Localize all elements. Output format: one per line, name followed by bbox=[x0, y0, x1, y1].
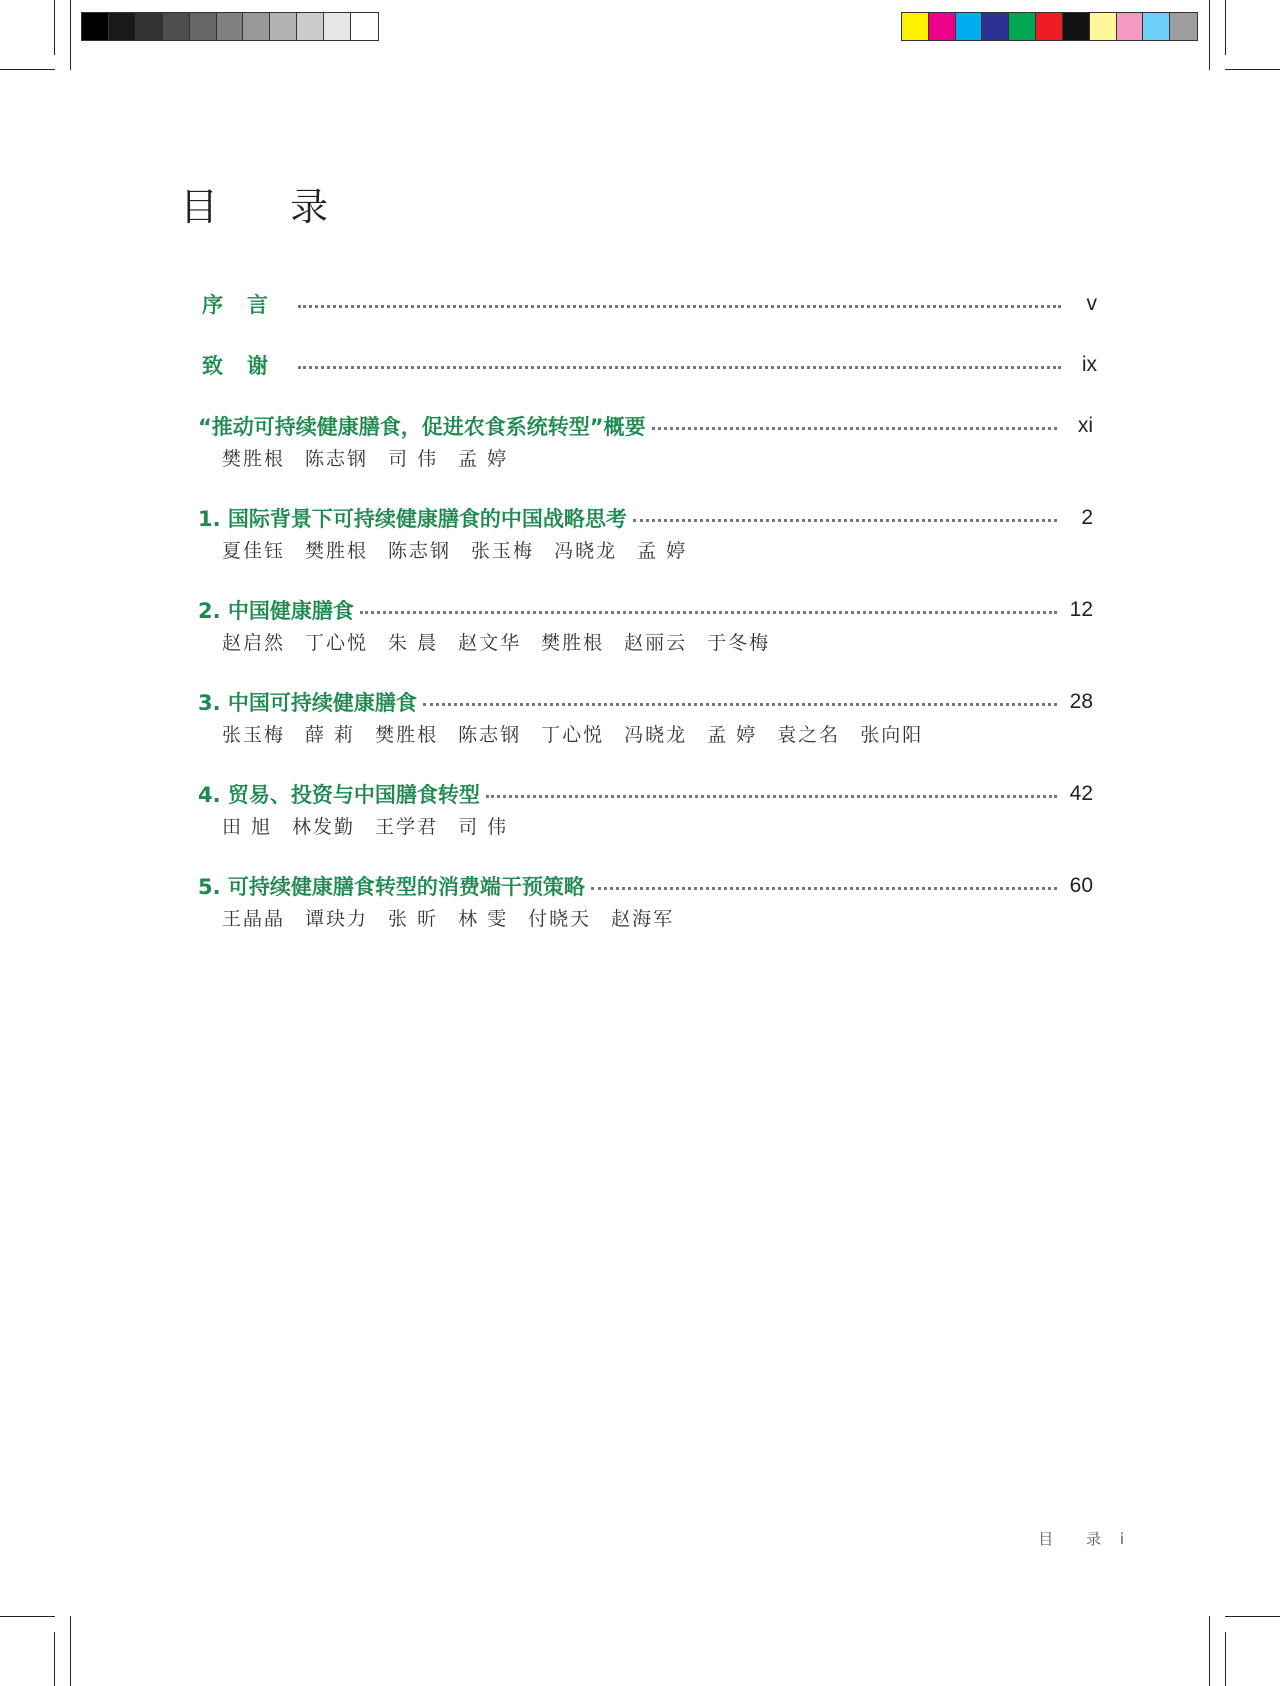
author-name: 林发勤 bbox=[292, 816, 356, 838]
author-name: 赵丽云 bbox=[624, 632, 688, 654]
toc-entry[interactable] bbox=[198, 594, 1093, 655]
color-calibration-bar bbox=[901, 12, 1198, 41]
toc-entry[interactable] bbox=[202, 349, 1097, 381]
toc-page-number: v bbox=[1086, 292, 1097, 315]
author-name: 孟 婷 bbox=[707, 724, 758, 746]
color-swatch bbox=[902, 13, 929, 40]
toc-authors bbox=[222, 812, 1093, 839]
toc-page-number: xi bbox=[1077, 414, 1093, 437]
toc-entry[interactable] bbox=[202, 288, 1097, 320]
toc-line bbox=[198, 502, 1093, 534]
color-swatch bbox=[109, 13, 136, 40]
toc-title[interactable]: 3. 中国可持续健康膳食 bbox=[198, 691, 417, 715]
dot-leader bbox=[423, 703, 1057, 706]
color-swatch bbox=[1009, 13, 1036, 40]
crop-mark bbox=[1225, 0, 1226, 55]
author-name: 赵文华 bbox=[458, 632, 522, 654]
toc-line bbox=[198, 778, 1093, 810]
color-swatch bbox=[1090, 13, 1117, 40]
author-name: 林 雯 bbox=[458, 908, 509, 930]
color-swatch bbox=[1117, 13, 1144, 40]
toc-line bbox=[202, 288, 1097, 320]
crop-mark bbox=[0, 1616, 55, 1617]
dot-leader bbox=[591, 887, 1057, 890]
crop-mark bbox=[1225, 69, 1280, 70]
toc-line bbox=[198, 686, 1093, 718]
author-name: 樊胜根 bbox=[305, 540, 369, 562]
author-name: 谭玦力 bbox=[305, 908, 369, 930]
crop-mark bbox=[1225, 1616, 1280, 1617]
author-name: 王晶晶 bbox=[222, 908, 286, 930]
toc-page-number: 12 bbox=[1069, 598, 1093, 621]
author-name: 赵启然 bbox=[222, 632, 286, 654]
author-name: 于冬梅 bbox=[707, 632, 771, 654]
grayscale-bar bbox=[81, 12, 379, 41]
author-name: 樊胜根 bbox=[222, 448, 286, 470]
toc-page-number: 60 bbox=[1069, 874, 1093, 897]
toc-line bbox=[198, 594, 1093, 626]
dot-leader bbox=[652, 427, 1057, 430]
toc-authors bbox=[222, 628, 1093, 655]
color-swatch bbox=[190, 13, 217, 40]
crop-mark bbox=[54, 0, 55, 55]
author-name: 冯晓龙 bbox=[624, 724, 688, 746]
toc-page-number: 2 bbox=[1081, 506, 1093, 529]
author-name: 丁心悦 bbox=[541, 724, 605, 746]
author-name: 赵海军 bbox=[611, 908, 675, 930]
author-name: 樊胜根 bbox=[541, 632, 605, 654]
author-name: 薛 莉 bbox=[305, 724, 356, 746]
author-name: 田 旭 bbox=[222, 816, 273, 838]
color-swatch bbox=[217, 13, 244, 40]
author-name: 陈志钢 bbox=[388, 540, 452, 562]
toc-page-number: ix bbox=[1081, 353, 1097, 376]
dot-leader bbox=[633, 519, 1057, 522]
author-name: 冯晓龙 bbox=[554, 540, 618, 562]
color-swatch bbox=[982, 13, 1009, 40]
author-name: 袁之名 bbox=[777, 724, 841, 746]
color-swatch bbox=[956, 13, 983, 40]
color-swatch bbox=[136, 13, 163, 40]
toc-entry[interactable] bbox=[198, 410, 1093, 471]
toc-title[interactable]: 致谢 bbox=[202, 354, 292, 378]
crop-mark bbox=[70, 0, 71, 70]
toc-title[interactable]: 4. 贸易、投资与中国膳食转型 bbox=[198, 783, 480, 807]
toc-line bbox=[198, 410, 1093, 442]
toc-authors bbox=[222, 444, 1093, 471]
page-title: 目 录 bbox=[180, 185, 359, 229]
toc-title[interactable]: 序言 bbox=[202, 293, 292, 317]
color-swatch bbox=[297, 13, 324, 40]
crop-mark bbox=[54, 1632, 55, 1686]
color-swatch bbox=[1170, 13, 1197, 40]
toc-line bbox=[202, 349, 1097, 381]
toc-title[interactable]: 5. 可持续健康膳食转型的消费端干预策略 bbox=[198, 875, 585, 899]
color-swatch bbox=[929, 13, 956, 40]
toc-authors bbox=[222, 720, 1093, 747]
color-swatch bbox=[1143, 13, 1170, 40]
crop-mark bbox=[0, 69, 55, 70]
color-swatch bbox=[243, 13, 270, 40]
author-name: 张 昕 bbox=[388, 908, 439, 930]
author-name: 丁心悦 bbox=[305, 632, 369, 654]
dot-leader bbox=[360, 611, 1057, 614]
crop-mark bbox=[1209, 1616, 1210, 1686]
toc-title[interactable]: 2. 中国健康膳食 bbox=[198, 599, 354, 623]
author-name: 张向阳 bbox=[860, 724, 924, 746]
author-name: 司 伟 bbox=[458, 816, 509, 838]
author-name: 司 伟 bbox=[388, 448, 439, 470]
color-swatch bbox=[324, 13, 351, 40]
author-name: 孟 婷 bbox=[458, 448, 509, 470]
author-name: 朱 晨 bbox=[388, 632, 439, 654]
author-name: 王学君 bbox=[375, 816, 439, 838]
toc-line bbox=[198, 870, 1093, 902]
color-swatch bbox=[163, 13, 190, 40]
toc-entry[interactable] bbox=[198, 870, 1093, 931]
crop-mark bbox=[1209, 0, 1210, 70]
toc-title[interactable]: 1. 国际背景下可持续健康膳食的中国战略思考 bbox=[198, 507, 627, 531]
crop-mark bbox=[1225, 1632, 1226, 1686]
dot-leader bbox=[298, 366, 1061, 369]
dot-leader bbox=[298, 305, 1061, 308]
author-name: 陈志钢 bbox=[458, 724, 522, 746]
author-name: 付晓天 bbox=[528, 908, 592, 930]
page-footer bbox=[1038, 1528, 1124, 1549]
toc-authors bbox=[222, 904, 1093, 931]
crop-mark bbox=[70, 1616, 71, 1686]
footer-page-number: i bbox=[1119, 1530, 1124, 1548]
author-name: 夏佳钰 bbox=[222, 540, 286, 562]
author-name: 陈志钢 bbox=[305, 448, 369, 470]
color-swatch bbox=[270, 13, 297, 40]
toc-entry[interactable] bbox=[198, 686, 1093, 747]
author-name: 孟 婷 bbox=[637, 540, 688, 562]
author-name: 樊胜根 bbox=[375, 724, 439, 746]
toc-authors bbox=[222, 536, 1093, 563]
dot-leader bbox=[486, 795, 1057, 798]
toc-entry[interactable] bbox=[198, 778, 1093, 839]
color-swatch bbox=[351, 13, 378, 40]
toc-page-number: 42 bbox=[1069, 782, 1093, 805]
toc-title[interactable]: “推动可持续健康膳食，促进农食系统转型”概要 bbox=[198, 415, 646, 439]
toc-page-number: 28 bbox=[1069, 690, 1093, 713]
author-name: 张玉梅 bbox=[222, 724, 286, 746]
color-swatch bbox=[1063, 13, 1090, 40]
toc-entry[interactable] bbox=[198, 502, 1093, 563]
author-name: 张玉梅 bbox=[471, 540, 535, 562]
color-swatch bbox=[82, 13, 109, 40]
color-swatch bbox=[1036, 13, 1063, 40]
footer-title: 目 录 bbox=[1038, 1530, 1116, 1548]
